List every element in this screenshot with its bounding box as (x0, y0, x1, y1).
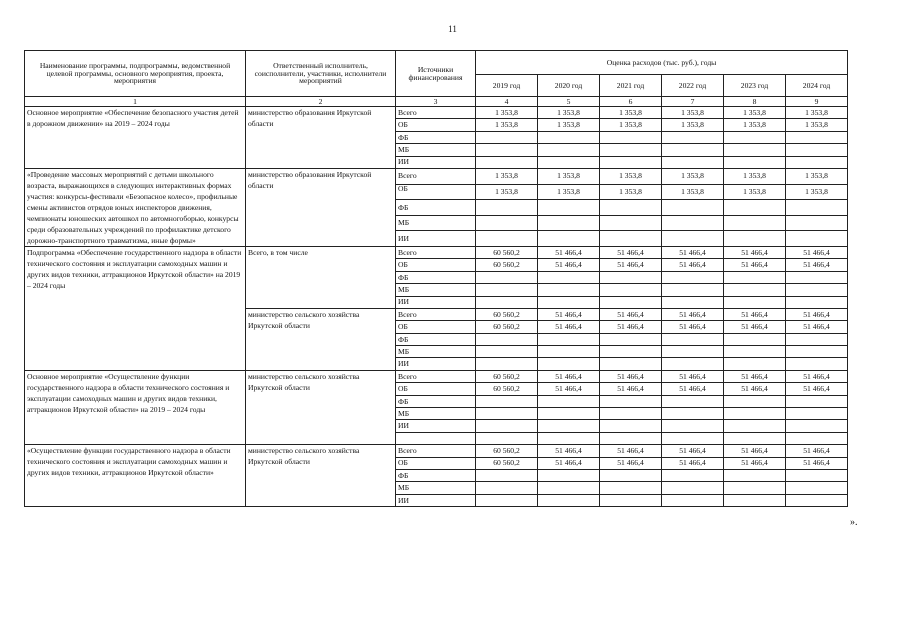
source-label: ИИ (396, 494, 476, 506)
row-name: «Проведение массовых мероприятий с детьми школьного возраста, выражающихся в следующих интерактивных формах участия: конкурсы-фестивали «Безопасное колесо», профильные смены активистов отрядов юных инспекторов движения, чемпионаты юношеских автошкол по автомногоборью, конкурсы среди образовательных учреждений по профилактике детского дорожно-транспортного травматизма, иные формы» (25, 168, 246, 246)
cell-value: 1 353,8 (662, 184, 724, 200)
source-label: МБ (396, 284, 476, 296)
row-executor: Всего, в том числе (246, 246, 396, 308)
cell-value: 51 466,4 (538, 370, 600, 382)
source-label: МБ (396, 408, 476, 420)
column-number: 3 (396, 97, 476, 107)
cell-value: 51 466,4 (662, 321, 724, 333)
row-executor: министерство образования Иркутской области (246, 107, 396, 169)
source-label: МБ (396, 144, 476, 156)
cell-value: 1 353,8 (786, 168, 848, 184)
header-year: 2022 год (662, 75, 724, 97)
header-year: 2020 год (538, 75, 600, 97)
row-name: Основное мероприятие «Обеспечение безопасного участия детей в дорожном движении» на 2019 – 2024 годы (25, 107, 246, 169)
cell-value: 51 466,4 (724, 308, 786, 320)
source-label: МБ (396, 346, 476, 358)
cell-value: 51 466,4 (538, 321, 600, 333)
source-label: ИИ (396, 358, 476, 370)
cell-value: 51 466,4 (538, 259, 600, 271)
column-number: 9 (786, 97, 848, 107)
cell-value: 51 466,4 (724, 259, 786, 271)
cell-value: 1 353,8 (538, 119, 600, 131)
cell-value: 51 466,4 (724, 383, 786, 395)
source-label: ФБ (396, 200, 476, 216)
header-year: 2019 год (476, 75, 538, 97)
cell-value: 1 353,8 (538, 168, 600, 184)
cell-value: 51 466,4 (600, 370, 662, 382)
header-year: 2021 год (600, 75, 662, 97)
cell-value: 1 353,8 (600, 119, 662, 131)
source-label: МБ (396, 215, 476, 231)
column-number: 4 (476, 97, 538, 107)
cell-value: 60 560,2 (476, 308, 538, 320)
cell-value: 1 353,8 (786, 184, 848, 200)
expense-table (24, 50, 848, 507)
source-label: ОБ (396, 119, 476, 131)
header-year: 2024 год (786, 75, 848, 97)
header-year: 2023 год (724, 75, 786, 97)
source-label: МБ (396, 482, 476, 494)
cell-value: 60 560,2 (476, 457, 538, 469)
cell-value: 1 353,8 (476, 107, 538, 119)
source-label: Всего (396, 308, 476, 320)
cell-value: 51 466,4 (786, 383, 848, 395)
page-number: 11 (448, 24, 457, 34)
cell-value: 1 353,8 (786, 119, 848, 131)
column-number: 5 (538, 97, 600, 107)
cell-value: 51 466,4 (662, 383, 724, 395)
cell-value: 1 353,8 (724, 119, 786, 131)
cell-value: 60 560,2 (476, 383, 538, 395)
column-number: 1 (25, 97, 246, 107)
cell-value: 51 466,4 (724, 445, 786, 457)
source-label: Всего (396, 445, 476, 457)
cell-value: 51 466,4 (662, 308, 724, 320)
source-label: ИИ (396, 296, 476, 308)
source-label: ФБ (396, 333, 476, 345)
cell-value: 1 353,8 (600, 168, 662, 184)
row-executor: министерство сельского хозяйства Иркутской области (246, 370, 396, 444)
source-label: ФБ (396, 469, 476, 481)
row-name: «Осуществление функции государственного надзора в области технического состояния и эксплуатации самоходных машин и других видов техники, аттракционов Иркутской области» (25, 445, 246, 507)
row-name: Основное мероприятие «Осуществление функции государственного надзора в области технического состояния и эксплуатации самоходных машин и других видов техники, аттракционов Иркутской области» на 2019 – 2024 годы (25, 370, 246, 444)
cell-value: 51 466,4 (600, 259, 662, 271)
source-label: ФБ (396, 131, 476, 143)
source-label: ИИ (396, 156, 476, 168)
header-source: Источники финансирования (396, 51, 476, 97)
cell-value: 1 353,8 (724, 107, 786, 119)
row-executor: министерство образования Иркутской области (246, 168, 396, 246)
cell-value: 51 466,4 (600, 457, 662, 469)
cell-value: 51 466,4 (600, 246, 662, 258)
cell-value: 1 353,8 (600, 107, 662, 119)
source-label: ОБ (396, 383, 476, 395)
cell-value: 51 466,4 (600, 308, 662, 320)
cell-value: 1 353,8 (600, 184, 662, 200)
row-name: Подпрограмма «Обеспечение государственного надзора в области технического состояния и эксплуатации самоходных машин и других видов техники, аттракционов Иркутской области» на 2019 – 2024 годы (25, 246, 246, 370)
header-name: Наименование программы, подпрограммы, ведомственной целевой программы, основного мероприятия, проекта, мероприятия (25, 51, 246, 97)
column-number: 2 (246, 97, 396, 107)
cell-value: 60 560,2 (476, 321, 538, 333)
column-number: 7 (662, 97, 724, 107)
cell-value: 51 466,4 (786, 246, 848, 258)
row-executor: министерство сельского хозяйства Иркутской области (246, 445, 396, 507)
cell-value: 1 353,8 (724, 168, 786, 184)
cell-value: 1 353,8 (476, 119, 538, 131)
cell-value: 1 353,8 (476, 184, 538, 200)
cell-value: 51 466,4 (724, 246, 786, 258)
cell-value: 51 466,4 (786, 259, 848, 271)
cell-value: 51 466,4 (724, 457, 786, 469)
source-label: ИИ (396, 420, 476, 432)
source-label: ОБ (396, 321, 476, 333)
cell-value: 1 353,8 (786, 107, 848, 119)
cell-value: 51 466,4 (786, 321, 848, 333)
cell-value: 60 560,2 (476, 246, 538, 258)
cell-value: 1 353,8 (538, 107, 600, 119)
source-label: ФБ (396, 271, 476, 283)
cell-value: 51 466,4 (538, 457, 600, 469)
cell-value: 1 353,8 (538, 184, 600, 200)
source-label: ИИ (396, 231, 476, 247)
cell-value: 51 466,4 (662, 259, 724, 271)
cell-value: 60 560,2 (476, 370, 538, 382)
cell-value: 51 466,4 (538, 445, 600, 457)
cell-value: 51 466,4 (600, 383, 662, 395)
source-label: Всего (396, 168, 476, 184)
cell-value: 51 466,4 (662, 246, 724, 258)
source-label: ОБ (396, 259, 476, 271)
cell-value: 60 560,2 (476, 259, 538, 271)
cell-value: 1 353,8 (662, 107, 724, 119)
closing-quote: ». (850, 517, 858, 528)
source-label: Всего (396, 107, 476, 119)
cell-value: 51 466,4 (786, 457, 848, 469)
cell-value: 51 466,4 (662, 370, 724, 382)
cell-value: 51 466,4 (724, 321, 786, 333)
column-number: 8 (724, 97, 786, 107)
header-expenses: Оценка расходов (тыс. руб.), годы (476, 51, 848, 75)
source-label: ОБ (396, 457, 476, 469)
cell-value: 51 466,4 (786, 308, 848, 320)
cell-value: 51 466,4 (786, 370, 848, 382)
source-label: ФБ (396, 395, 476, 407)
cell-value: 1 353,8 (476, 168, 538, 184)
cell-value: 1 353,8 (662, 168, 724, 184)
source-label: Всего (396, 370, 476, 382)
cell-value: 51 466,4 (538, 383, 600, 395)
cell-value: 60 560,2 (476, 445, 538, 457)
row-executor: министерство сельского хозяйства Иркутской области (246, 308, 396, 370)
header-executor: Ответственный исполнитель, соисполнители, участники, исполнители мероприятий (246, 51, 396, 97)
cell-value: 51 466,4 (538, 246, 600, 258)
source-label: Всего (396, 246, 476, 258)
cell-value: 51 466,4 (538, 308, 600, 320)
column-number: 6 (600, 97, 662, 107)
cell-value: 51 466,4 (724, 370, 786, 382)
cell-value: 1 353,8 (662, 119, 724, 131)
cell-value: 1 353,8 (724, 184, 786, 200)
cell-value: 51 466,4 (786, 445, 848, 457)
cell-value: 51 466,4 (600, 445, 662, 457)
source-label: ОБ (396, 184, 476, 200)
cell-value: 51 466,4 (662, 445, 724, 457)
cell-value: 51 466,4 (662, 457, 724, 469)
cell-value: 51 466,4 (600, 321, 662, 333)
